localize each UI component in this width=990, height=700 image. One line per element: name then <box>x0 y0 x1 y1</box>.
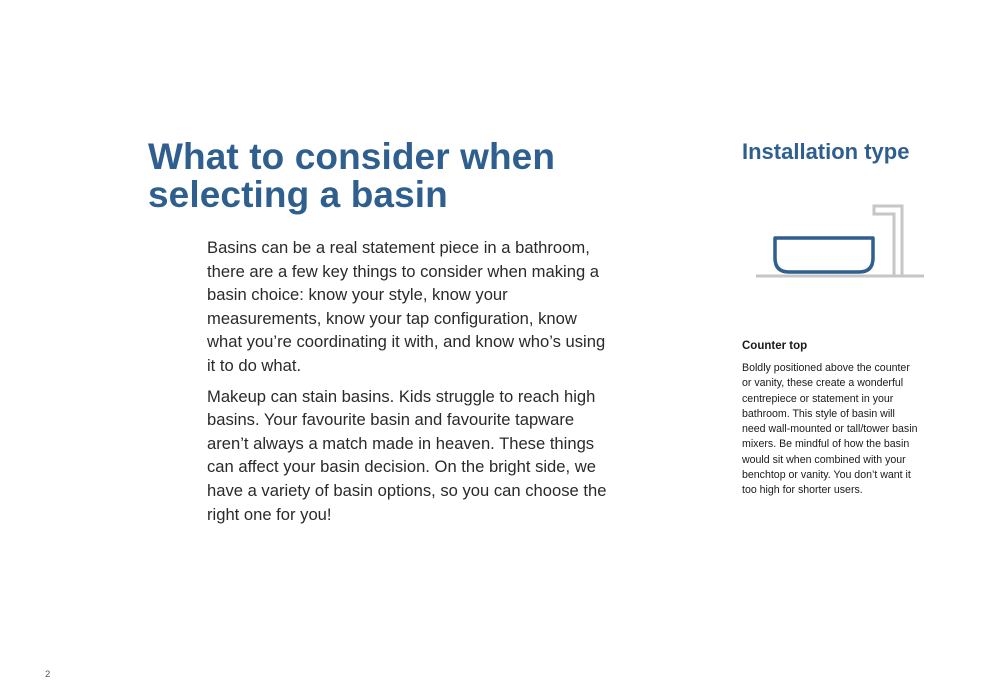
intro-text <box>207 236 607 533</box>
intro-paragraph: Basins can be a real statement piece in a bathroom, there are a few key things to consider when making a basin choice: know your style, know your measurements, know your tap configuration, know what you’re coordinating it with, and know who’s using it to do what. <box>207 238 606 375</box>
page-title: What to consider when selecting a basin <box>148 136 556 215</box>
installation-type-heading: Installation type <box>742 139 910 164</box>
basin-bowl-icon <box>775 238 873 272</box>
counter-top-basin-icon <box>752 200 930 284</box>
intro-paragraph: Makeup can stain basins. Kids struggle to reach high basins. Your favourite basin and favourite tapware aren’t always a match made in heaven. These things can affect your basin decision. On the bright side, we have a variety of basin options, so you can choose the right one for you! <box>207 386 607 524</box>
option-heading: Counter top <box>742 340 808 352</box>
option-description: Boldly positioned above the counter or vanity, these create a wonderful centrepiece or statement in your bathroom. This style of basin will need wall-mounted or tall/tower basin mixers. Be mindful of how the basin would sit when combined with your benchtop or vanity. You don’t want it too high for shorter users. <box>742 362 918 497</box>
tower-mixer-icon <box>874 206 902 276</box>
page-number: 2 <box>45 669 51 680</box>
